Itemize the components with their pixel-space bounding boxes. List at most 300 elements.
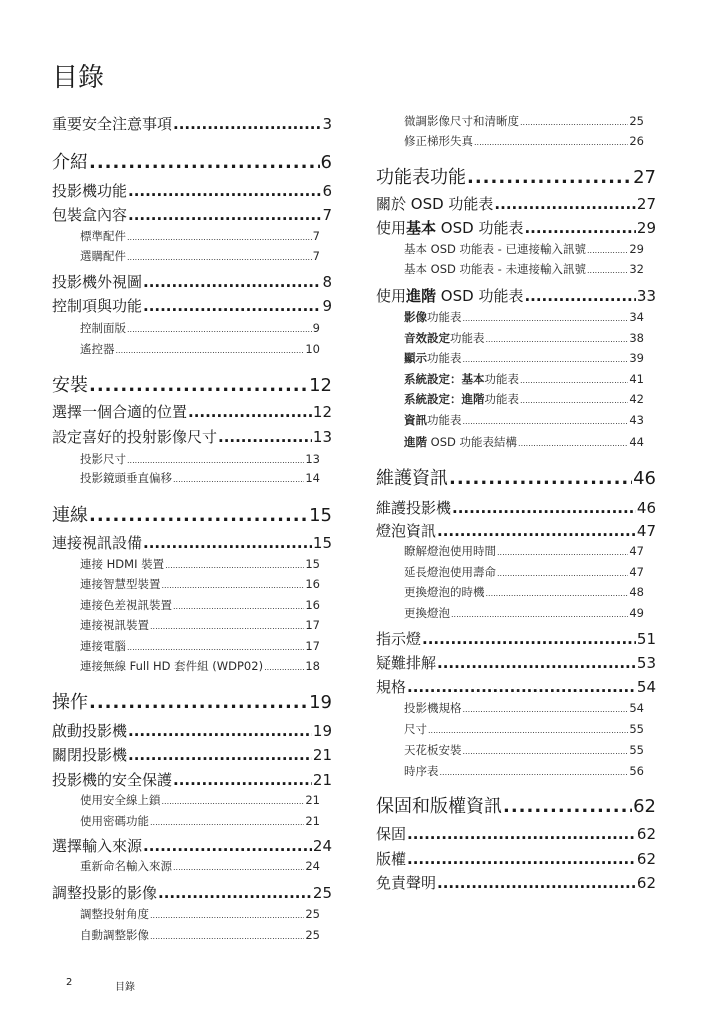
toc-entry-title-segment: 功能表功能	[376, 167, 466, 188]
dot-leader	[218, 428, 312, 446]
toc-entry-page: 41	[629, 372, 644, 386]
toc-entry-title	[404, 133, 473, 149]
toc-entry[interactable]	[404, 700, 644, 716]
toc-entry[interactable]	[80, 248, 320, 264]
toc-entry-title	[404, 261, 586, 277]
toc-entry[interactable]	[404, 605, 644, 621]
toc-entry-page: 44	[629, 435, 644, 449]
toc-entry[interactable]	[80, 556, 320, 572]
toc-entry-title-segment: 系統設定：進階	[404, 392, 485, 406]
dot-leader	[520, 372, 628, 386]
toc-entry-title	[52, 426, 217, 447]
toc-entry-page: 16	[305, 577, 320, 591]
toc-entry-title	[376, 848, 406, 869]
dot-leader	[89, 505, 308, 526]
dot-leader	[127, 321, 312, 335]
toc-entry-title-segment: 維護資訊	[376, 468, 448, 489]
toc-entry-title	[376, 285, 523, 306]
toc-entry-title-segment: 影像	[404, 310, 427, 324]
toc-entry-title-segment: 瞭解燈泡使用時間	[404, 544, 496, 558]
toc-entry[interactable]	[80, 320, 320, 336]
toc-entry[interactable]	[52, 501, 332, 527]
toc-entry-page: 7	[312, 249, 320, 263]
dot-leader	[89, 152, 320, 173]
dot-leader	[150, 907, 304, 921]
toc-entry-title	[52, 401, 187, 422]
toc-entry-page: 56	[629, 764, 644, 778]
toc-entry[interactable]	[52, 148, 332, 174]
toc-entry-title-segment: 使用密碼功能	[80, 814, 149, 828]
toc-entry[interactable]	[80, 470, 320, 486]
toc-entry-page: 62	[633, 796, 656, 817]
toc-entry-title	[404, 564, 496, 580]
toc-entry[interactable]	[404, 584, 644, 600]
toc-entry-title	[80, 906, 149, 922]
toc-entry[interactable]	[52, 882, 332, 903]
dot-leader	[407, 850, 636, 868]
dot-leader	[524, 287, 635, 305]
toc-entry[interactable]	[404, 434, 644, 450]
toc-entry-title	[376, 652, 436, 673]
toc-entry-page: 26	[629, 134, 644, 148]
toc-entry-title	[404, 721, 427, 737]
dot-leader	[587, 242, 628, 256]
dot-leader	[497, 544, 628, 558]
toc-entry[interactable]	[52, 271, 332, 292]
dot-leader	[128, 182, 321, 200]
toc-entry[interactable]	[376, 823, 656, 844]
toc-entry-page: 39	[629, 351, 644, 365]
toc-entry[interactable]	[80, 617, 320, 633]
toc-entry[interactable]	[404, 742, 644, 758]
toc-entry-title	[80, 451, 126, 467]
toc-entry-title	[80, 658, 263, 674]
toc-entry-title-segment: 介紹	[52, 152, 88, 173]
toc-entry-page: 25	[305, 928, 320, 942]
dot-leader	[520, 114, 628, 128]
toc-entry-title-segment: 連接視訊裝置	[80, 618, 149, 632]
toc-entry[interactable]	[404, 371, 644, 387]
toc-entry-title	[52, 532, 142, 553]
toc-entry[interactable]	[376, 217, 656, 238]
toc-entry-title-segment: 免責聲明	[376, 874, 437, 892]
toc-entry-page: 21	[305, 814, 320, 828]
toc-entry[interactable]	[52, 688, 332, 714]
toc-entry-title-segment: 使用	[376, 287, 407, 305]
toc-entry[interactable]	[376, 628, 656, 649]
dot-leader	[407, 825, 636, 843]
toc-entry-title	[80, 556, 164, 572]
toc-entry[interactable]	[52, 835, 332, 856]
toc-entry-title	[80, 597, 172, 613]
toc-entry-title	[80, 813, 149, 829]
toc-entry-title	[376, 217, 523, 238]
toc-entry-title	[80, 228, 126, 244]
toc-entry[interactable]	[52, 401, 332, 422]
toc-entry[interactable]	[80, 658, 320, 674]
toc-entry-title	[52, 371, 88, 397]
toc-entry-title	[80, 576, 161, 592]
toc-entry-page: 62	[636, 825, 656, 843]
toc-entry-title-segment: 顯示	[404, 351, 427, 365]
toc-entry-title	[404, 742, 462, 758]
toc-entry-title	[80, 341, 115, 357]
toc-entry-title-segment: 修正梯形失真	[404, 134, 473, 148]
toc-entry-page: 13	[305, 452, 320, 466]
toc-entry-title	[404, 371, 519, 387]
toc-entry-title-segment: 自動調整影像	[80, 928, 149, 942]
toc-entry-title-segment: 微調影像尺寸和清晰度	[404, 114, 519, 128]
toc-entry-page: 15	[309, 505, 332, 526]
toc-entry-title	[52, 113, 172, 134]
dot-leader	[437, 522, 636, 540]
toc-entry-title-segment: 操作	[52, 692, 88, 713]
toc-entry-page: 19	[309, 692, 332, 713]
toc-entry-title-segment: 連接智慧型裝置	[80, 577, 161, 591]
toc-entry[interactable]	[52, 720, 332, 741]
toc-entry[interactable]	[376, 520, 656, 541]
dot-leader	[173, 115, 321, 133]
toc-entry-title	[52, 501, 88, 527]
toc-entry-title-segment: 系統設定：基本	[404, 372, 485, 386]
toc-entry-page: 46	[633, 468, 656, 489]
toc-entry-title	[52, 688, 88, 714]
toc-entry[interactable]	[404, 721, 644, 737]
toc-entry-title-segment: 投影機外視圖	[52, 273, 143, 291]
toc-entry-page: 17	[305, 639, 320, 653]
toc-entry-page: 12	[312, 403, 332, 421]
toc-entry[interactable]	[80, 451, 320, 467]
dot-leader	[173, 771, 312, 789]
toc-entry-title-segment: 功能表	[450, 331, 485, 345]
dot-leader	[128, 746, 312, 764]
toc-entry-title-segment: 投影鏡頭垂直偏移	[80, 471, 172, 485]
toc-entry-title-segment: 功能表	[427, 413, 462, 427]
toc-entry-page: 8	[322, 273, 332, 291]
toc-entry-page: 9	[312, 321, 320, 335]
toc-entry[interactable]	[52, 744, 332, 765]
toc-entry[interactable]	[376, 848, 656, 869]
dot-leader	[143, 837, 312, 855]
toc-entry-title-segment: 基本 OSD 功能表 - 已連接輸入訊號	[404, 242, 586, 256]
toc-entry[interactable]	[52, 532, 332, 553]
toc-entry-title	[376, 497, 451, 518]
toc-entry-title-segment: 關於 OSD 功能表	[376, 195, 494, 213]
dot-leader	[127, 639, 304, 653]
toc-entry-page: 55	[629, 743, 644, 757]
toc-entry-title-segment: 規格	[376, 678, 407, 696]
dot-leader	[162, 793, 305, 807]
toc-entry-title	[52, 204, 127, 225]
toc-entry[interactable]	[52, 769, 332, 790]
toc-entry-title-segment: 調整投射角度	[80, 907, 149, 921]
toc-entry-title-segment: 連接色差視訊裝置	[80, 598, 172, 612]
toc-entry-title-segment: 遙控器	[80, 342, 115, 356]
toc-entry-page: 25	[629, 114, 644, 128]
dot-leader	[518, 435, 628, 449]
toc-entry[interactable]	[80, 228, 320, 244]
toc-entry-title-segment: OSD 功能表	[436, 219, 524, 237]
toc-entry-title-segment: 重要安全注意事項	[52, 115, 173, 133]
toc-entry-title-segment: 連線	[52, 505, 88, 526]
toc-entry[interactable]	[404, 350, 644, 366]
toc-entry-title-segment: 時序表	[404, 764, 439, 778]
toc-entry-page: 3	[322, 115, 332, 133]
toc-entry-title	[404, 412, 462, 428]
toc-entry-page: 16	[305, 598, 320, 612]
dot-leader	[428, 722, 628, 736]
toc-entry-title-segment: 重新命名輸入來源	[80, 859, 172, 873]
dot-leader	[451, 606, 628, 620]
toc-entry-title-segment: 投影機功能	[52, 182, 128, 200]
toc-entry-page: 42	[629, 392, 644, 406]
toc-entry-page: 54	[629, 701, 644, 715]
toc-entry-title-segment: 選購配件	[80, 249, 126, 263]
toc-entry[interactable]	[404, 330, 644, 346]
toc-entry-title-segment: 功能表	[484, 392, 519, 406]
toc-entry-title-segment: 連接電腦	[80, 639, 126, 653]
dot-leader	[437, 874, 636, 892]
toc-entry-title	[80, 638, 126, 654]
toc-entry-title-segment: 指示燈	[376, 630, 422, 648]
toc-entry-title-segment: 使用安全線上鎖	[80, 793, 161, 807]
toc-entry-title-segment: 關閉投影機	[52, 746, 128, 764]
dot-leader	[486, 585, 629, 599]
toc-entry-title-segment: 安裝	[52, 375, 88, 396]
toc-entry-title-segment: 保固	[376, 825, 407, 843]
toc-entry-page: 33	[636, 287, 656, 305]
toc-entry-title	[52, 148, 88, 174]
toc-entry-title-segment: 標準配件	[80, 229, 126, 243]
toc-entry[interactable]	[404, 564, 644, 580]
toc-entry-page: 10	[305, 342, 320, 356]
toc-entry[interactable]	[80, 792, 320, 808]
toc-entry[interactable]	[52, 371, 332, 397]
toc-entry-title-segment: 音效設定	[404, 331, 450, 345]
toc-entry[interactable]	[376, 193, 656, 214]
toc-entry-page: 14	[305, 471, 320, 485]
dot-leader	[524, 219, 635, 237]
dot-leader	[127, 229, 312, 243]
toc-entry[interactable]	[404, 412, 644, 428]
toc-entry-page: 32	[629, 262, 644, 276]
toc-entry-page: 53	[636, 654, 656, 672]
toc-entry-page: 6	[320, 152, 332, 173]
toc-entry-title	[404, 350, 462, 366]
toc-entry-page: 6	[322, 182, 332, 200]
toc-entry-title	[52, 271, 142, 292]
toc-entry-page: 46	[636, 499, 656, 517]
toc-entry[interactable]	[52, 180, 332, 201]
dot-leader	[587, 262, 628, 276]
toc-entry[interactable]	[376, 676, 656, 697]
toc-entry[interactable]	[376, 497, 656, 518]
dot-leader	[503, 796, 632, 817]
toc-entry-title-segment: 進階	[406, 287, 437, 305]
toc-entry-title	[376, 464, 448, 490]
toc-entry-title	[376, 193, 493, 214]
toc-entry-title-segment: 控制面版	[80, 321, 126, 335]
toc-entry[interactable]	[80, 341, 320, 357]
dot-leader	[128, 206, 321, 224]
toc-entry-title	[376, 520, 436, 541]
toc-entry-page: 7	[322, 206, 332, 224]
toc-entry[interactable]	[80, 813, 320, 829]
dot-leader	[150, 928, 304, 942]
toc-entry-page: 29	[629, 242, 644, 256]
toc-entry-page: 55	[629, 722, 644, 736]
toc-entry[interactable]	[376, 464, 656, 490]
toc-entry[interactable]	[376, 872, 656, 893]
toc-entry-page: 48	[629, 585, 644, 599]
toc-entry[interactable]	[80, 927, 320, 943]
toc-entry-page: 62	[636, 850, 656, 868]
toc-entry-page: 25	[305, 907, 320, 921]
toc-entry-title-segment: 疑難排解	[376, 654, 437, 672]
dot-leader	[437, 654, 636, 672]
footer-page-number: 2	[66, 977, 73, 988]
dot-leader	[520, 392, 628, 406]
toc-entry-title	[404, 330, 485, 346]
toc-entry-title-segment: 功能表	[484, 372, 519, 386]
toc-entry-title	[52, 295, 142, 316]
toc-entry-title	[52, 882, 157, 903]
toc-entry-page: 47	[636, 522, 656, 540]
toc-entry[interactable]	[376, 163, 656, 189]
dot-leader	[463, 743, 629, 757]
toc-entry-title-segment: 連接無線 Full HD 套件組 (WDP02)	[80, 659, 264, 673]
toc-entry-title	[52, 835, 142, 856]
toc-entry[interactable]	[52, 295, 332, 316]
dot-leader	[463, 351, 629, 365]
toc-entry[interactable]	[404, 113, 644, 129]
toc-entry-page: 9	[322, 297, 332, 315]
dot-leader	[128, 722, 312, 740]
toc-entry-title	[404, 584, 485, 600]
toc-entry-page: 27	[636, 195, 656, 213]
toc-entry-title-segment: 使用	[376, 219, 407, 237]
toc-entry-title	[404, 543, 496, 559]
toc-entry[interactable]	[404, 241, 644, 257]
toc-entry-page: 12	[309, 375, 332, 396]
toc-entry-page: 21	[312, 771, 332, 789]
toc-entry-title	[52, 744, 127, 765]
toc-entry[interactable]	[80, 906, 320, 922]
toc-entry[interactable]	[376, 652, 656, 673]
toc-entry-page: 62	[636, 874, 656, 892]
toc-entry-title-segment: 控制項與功能	[52, 297, 143, 315]
toc-entry-title-segment: 功能表	[427, 310, 462, 324]
toc-entry-title	[80, 320, 126, 336]
dot-leader	[407, 678, 636, 696]
toc-entry[interactable]	[80, 597, 320, 613]
toc-entry-page: 24	[305, 859, 320, 873]
toc-entry-title-segment: 版權	[376, 850, 407, 868]
toc-entry[interactable]	[80, 576, 320, 592]
toc-entry-title-segment: 投影機的安全保護	[52, 771, 173, 789]
dot-leader	[116, 342, 305, 356]
toc-entry-page: 7	[312, 229, 320, 243]
dot-leader	[463, 413, 629, 427]
dot-leader	[449, 468, 632, 489]
toc-entry-title-segment: 選擇一個合適的位置	[52, 403, 188, 421]
toc-entry-title-segment: 設定喜好的投射影像尺寸	[52, 428, 218, 446]
dot-leader	[143, 297, 321, 315]
toc-entry-page: 49	[629, 606, 644, 620]
toc-entry-title	[404, 309, 462, 325]
toc-entry-title-segment: OSD 功能表結構	[427, 435, 518, 449]
toc-entry-title	[376, 823, 406, 844]
dot-leader	[440, 764, 629, 778]
dot-leader	[150, 814, 304, 828]
toc-entry[interactable]	[404, 763, 644, 779]
toc-entry-title-segment: 更換燈泡的時機	[404, 585, 485, 599]
dot-leader	[158, 884, 312, 902]
toc-entry[interactable]	[404, 133, 644, 149]
toc-entry-title-segment: 進階	[404, 435, 427, 449]
dot-leader	[173, 598, 304, 612]
toc-entry[interactable]	[52, 426, 332, 447]
page-title: 目錄	[52, 63, 105, 93]
dot-leader	[165, 557, 304, 571]
toc-entry-title-segment: 天花板安裝	[404, 743, 462, 757]
dot-leader	[127, 452, 304, 466]
toc-entry[interactable]	[52, 204, 332, 225]
toc-entry[interactable]	[52, 113, 332, 134]
dot-leader	[494, 195, 635, 213]
toc-entry-page: 15	[312, 534, 332, 552]
toc-entry-title	[52, 180, 127, 201]
toc-entry-title-segment: 更換燈泡	[404, 606, 450, 620]
footer-label: 目錄	[115, 982, 135, 993]
toc-entry[interactable]	[404, 391, 644, 407]
toc-entry-page: 21	[305, 793, 320, 807]
toc-entry-page: 51	[636, 630, 656, 648]
dot-leader	[89, 375, 308, 396]
toc-entry[interactable]	[404, 543, 644, 559]
toc-entry-title	[52, 769, 172, 790]
toc-entry-title	[52, 720, 127, 741]
toc-entry-title-segment: 基本 OSD 功能表 - 未連接輸入訊號	[404, 262, 586, 276]
toc-entry-title-segment: 基本	[406, 219, 437, 237]
toc-entry[interactable]	[376, 285, 656, 306]
dot-leader	[474, 134, 628, 148]
toc-entry[interactable]	[404, 309, 644, 325]
dot-leader	[143, 534, 312, 552]
toc-entry-title	[404, 605, 450, 621]
toc-entry-title-segment: 燈泡資訊	[376, 522, 437, 540]
toc-entry-title-segment: 連接 HDMI 裝置	[80, 557, 165, 571]
toc-entry-title-segment: 尺寸	[404, 722, 427, 736]
toc-entry-page: 34	[629, 310, 644, 324]
toc-entry[interactable]	[80, 858, 320, 874]
toc-entry-title-segment: 功能表	[427, 351, 462, 365]
toc-entry-title-segment: OSD 功能表	[436, 287, 524, 305]
toc-entry-title	[404, 434, 517, 450]
toc-entry-page: 18	[305, 659, 320, 673]
toc-entry-title	[376, 676, 406, 697]
toc-entry-title	[80, 858, 172, 874]
toc-entry-page: 43	[629, 413, 644, 427]
toc-entry[interactable]	[376, 792, 656, 818]
toc-entry-page: 27	[633, 167, 656, 188]
toc-entry-title-segment: 延長燈泡使用壽命	[404, 565, 496, 579]
toc-entry-title-segment: 啟動投影機	[52, 722, 128, 740]
dot-leader	[452, 499, 636, 517]
toc-entry[interactable]	[404, 261, 644, 277]
toc-entry[interactable]	[80, 638, 320, 654]
toc-entry-title-segment: 選擇輸入來源	[52, 837, 143, 855]
